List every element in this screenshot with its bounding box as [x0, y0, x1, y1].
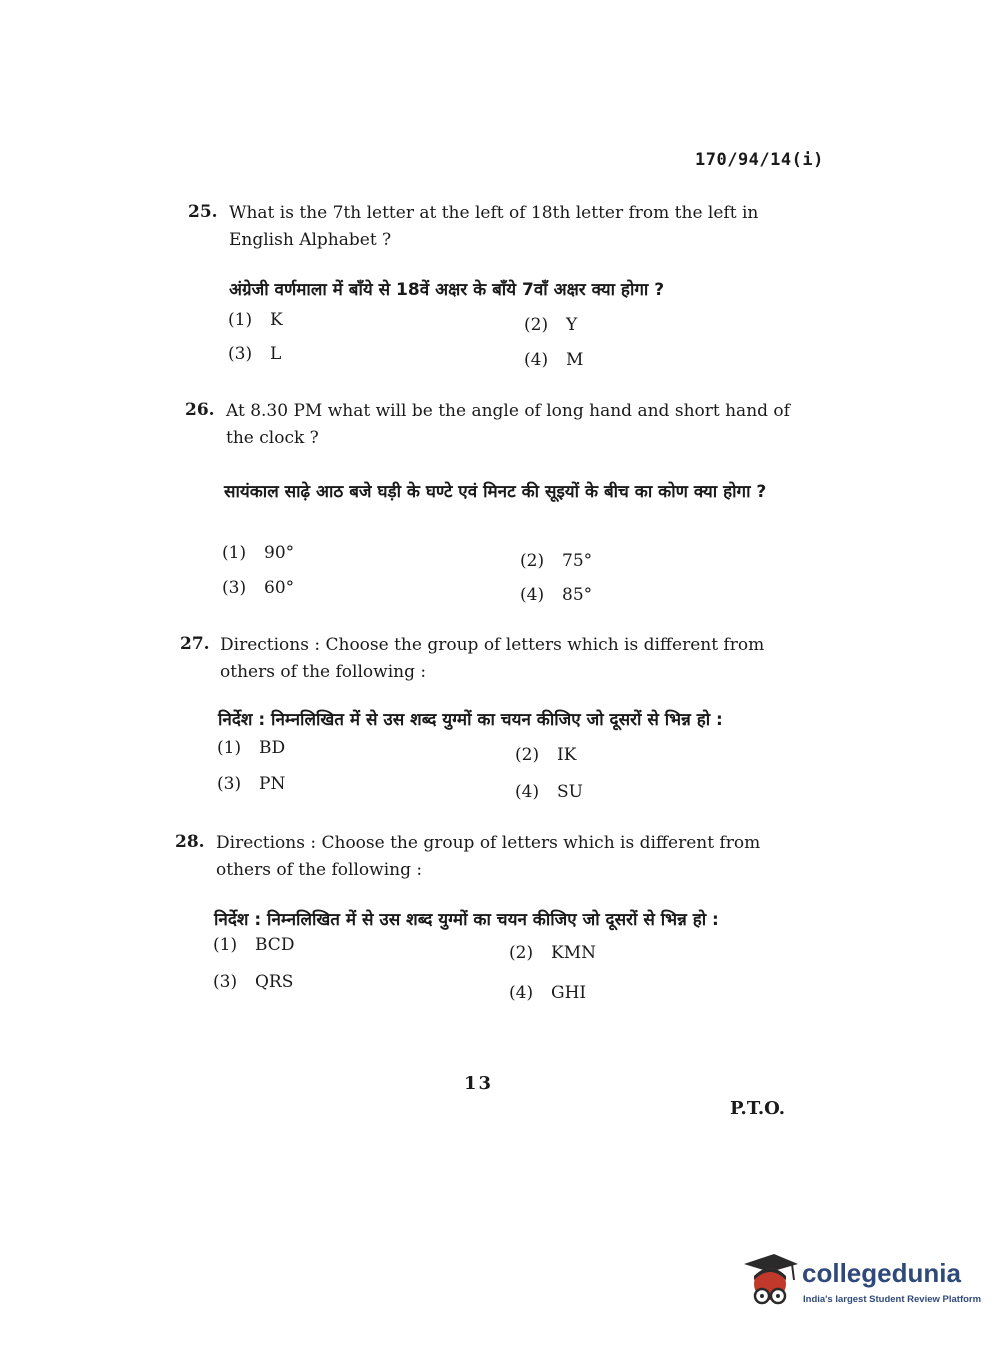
option-4: [509, 983, 586, 1003]
pto-label: P.T.O.: [730, 1098, 786, 1119]
option-number: (3): [217, 774, 242, 794]
option-label: 85°: [562, 585, 593, 605]
option-label: SU: [557, 782, 583, 802]
option-label: QRS: [255, 972, 294, 992]
option-label: Y: [566, 315, 578, 335]
option-3: [222, 578, 294, 598]
watermark-logo: [740, 1250, 982, 1320]
option-4: [515, 782, 583, 802]
option-number: (3): [222, 578, 247, 598]
option-number: (3): [228, 344, 253, 364]
option-number: (1): [217, 738, 242, 758]
option-2: [515, 745, 576, 765]
option-number: (2): [515, 745, 540, 765]
question-number: 26.: [185, 400, 215, 420]
option-label: IK: [557, 745, 577, 765]
option-label: 90°: [264, 543, 295, 563]
question-text: What is the 7th letter at the left of 18th letter from the left in English Alphabet ?: [229, 203, 759, 250]
option-label: 60°: [264, 578, 295, 598]
option-3: [217, 774, 285, 794]
option-4: [524, 350, 583, 370]
logo-brand-name: collegedunia: [802, 1258, 961, 1288]
option-number: (1): [228, 310, 253, 330]
option-number: (4): [509, 983, 534, 1003]
option-1: [217, 738, 285, 758]
question-text-hindi: सायंकाल साढ़े आठ बजे घड़ी के घण्टे एवं मिनट की सूइयों के बीच का कोण क्या होगा ?: [224, 482, 767, 502]
option-1: [222, 543, 294, 563]
question-text-hindi: निर्देश : निम्नलिखित में से उस शब्द युग्मों का चयन कीजिए जो दूसरों से भिन्न हो :: [218, 710, 723, 730]
option-number: (3): [213, 972, 238, 992]
option-number: (1): [222, 543, 247, 563]
option-number: (2): [509, 943, 534, 963]
option-number: (4): [515, 782, 540, 802]
question-text-hindi: निर्देश : निम्नलिखित में से उस शब्द युग्मों का चयन कीजिए जो दूसरों से भिन्न हो :: [214, 910, 719, 930]
page-number: 13: [464, 1073, 494, 1094]
logo-tagline: India's largest Student Review Platform: [803, 1294, 982, 1305]
option-label: GHI: [551, 983, 587, 1003]
question-text: At 8.30 PM what will be the angle of long hand and short hand of the clock ?: [226, 401, 790, 448]
option-number: (4): [524, 350, 549, 370]
option-number: (2): [520, 551, 545, 571]
option-label: KMN: [551, 943, 596, 963]
option-label: 75°: [562, 551, 593, 571]
option-label: BCD: [255, 935, 295, 955]
option-label: L: [270, 344, 282, 364]
question-number: 25.: [188, 202, 218, 222]
option-label: K: [270, 310, 283, 330]
option-number: (2): [524, 315, 549, 335]
option-2: [520, 551, 592, 571]
option-1: [213, 935, 294, 955]
option-label: BD: [259, 738, 286, 758]
option-label: PN: [259, 774, 286, 794]
option-3: [228, 344, 281, 364]
question-text: Directions : Choose the group of letters which is different from others of the following :: [220, 635, 765, 682]
option-4: [520, 585, 592, 605]
option-3: [213, 972, 293, 992]
option-number: (4): [520, 585, 545, 605]
question-text-hindi: अंग्रेजी वर्णमाला में बाँये से 18वें अक्षर के बाँये 7वाँ अक्षर क्या होगा ?: [229, 280, 665, 300]
option-number: (1): [213, 935, 238, 955]
option-1: [228, 310, 283, 330]
question-number: 28.: [175, 832, 205, 852]
paper-code: 170/94/14(i): [695, 150, 824, 170]
logo-mascot-icon: [740, 1250, 800, 1314]
question-number: 27.: [180, 634, 210, 654]
option-label: M: [566, 350, 584, 370]
question-text: Directions : Choose the group of letters which is different from others of the following :: [216, 833, 761, 880]
option-2: [509, 943, 596, 963]
option-2: [524, 315, 577, 335]
